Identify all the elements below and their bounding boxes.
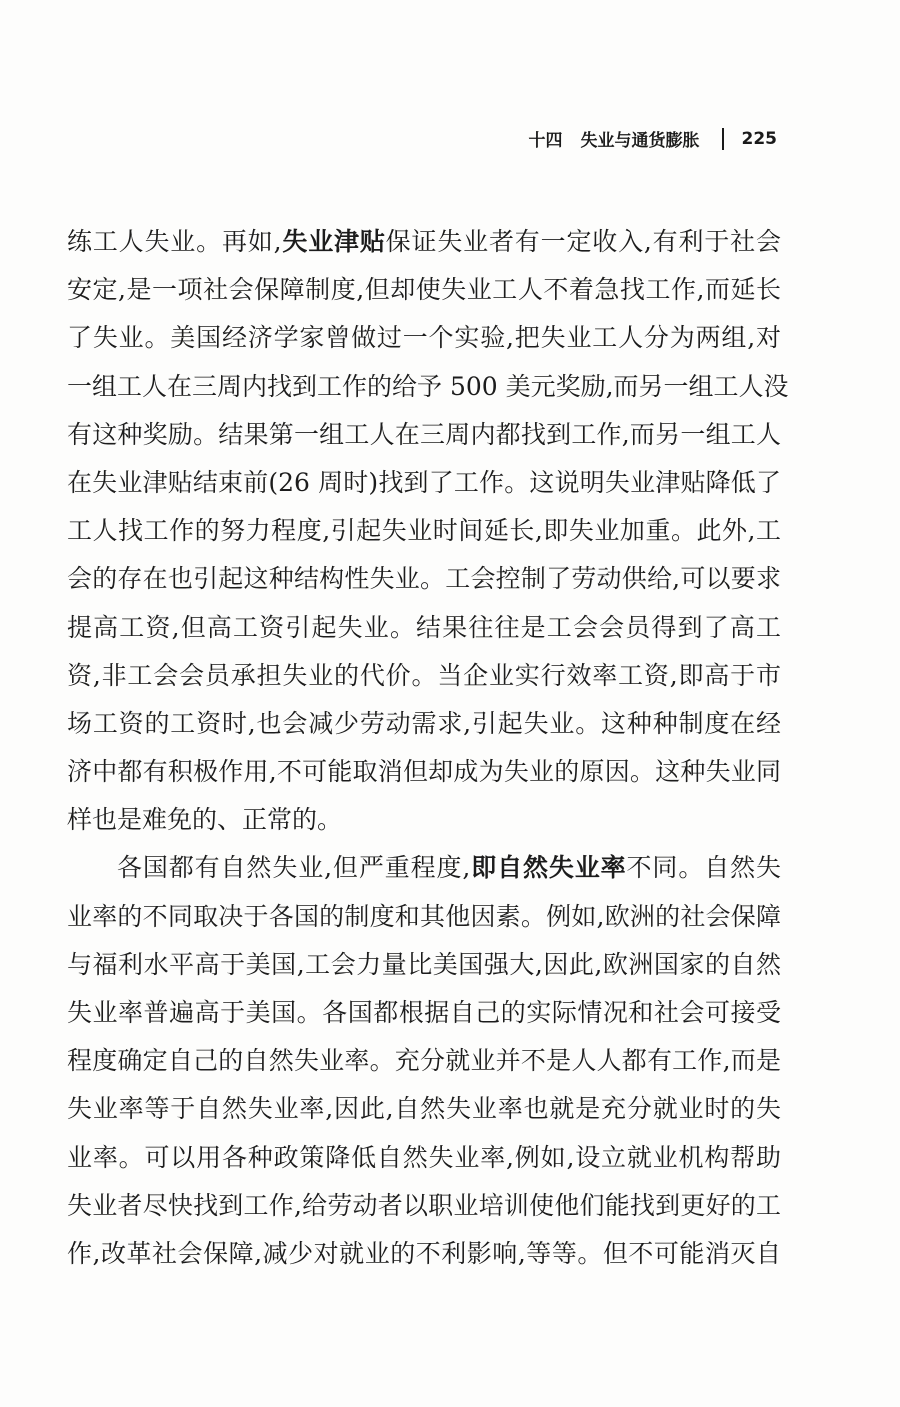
- text-segment: 练工人失业。再如,: [67, 227, 282, 256]
- text-segment: 在失业津贴结束前(26 周时)找到了工作。这说明失业津贴降低了: [67, 467, 781, 497]
- running-header: [529, 126, 778, 151]
- text-segment: 保证失业者有一定收入,有利于社会: [385, 227, 781, 256]
- text-segment: 失业率等于自然失业率,因此,自然失业率也就是充分就业时的失: [67, 1094, 781, 1124]
- text-segment: 业率。可以用各种政策降低自然失业率,例如,设立就业机构帮助: [67, 1142, 781, 1172]
- chapter-title: 失业与通货膨胀: [580, 131, 700, 151]
- text-segment: 了失业。美国经济学家曾做过一个实验,把失业工人分为两组,对: [67, 323, 781, 353]
- text-line: [67, 700, 781, 748]
- header-divider: [722, 128, 724, 150]
- text-line: [67, 314, 781, 362]
- text-line: [67, 893, 781, 941]
- text-line: [67, 459, 781, 507]
- body-text: [67, 218, 789, 1278]
- text-line: [67, 652, 781, 700]
- text-line: [67, 1182, 781, 1230]
- text-line: [67, 604, 781, 652]
- text-segment: 业率的不同取决于各国的制度和其他因素。例如,欧洲的社会保障: [67, 901, 781, 931]
- text-segment: 失业者尽快找到工作,给劳动者以职业培训使他们能找到更好的工: [67, 1190, 781, 1220]
- text-segment: 济中都有积极作用,不可能取消但却成为失业的原因。这种失业同: [67, 757, 781, 787]
- text-segment: 场工资的工资时,也会减少劳动需求,引起失业。这种种制度在经: [67, 708, 781, 738]
- text-line: [67, 363, 789, 411]
- chapter-number: 十四: [528, 131, 563, 151]
- text-line: [67, 989, 781, 1037]
- text-line: [67, 218, 781, 266]
- bold-term: 失业津贴: [281, 227, 386, 256]
- page-number: 225: [741, 128, 777, 149]
- text-segment: 资,非工会会员承担失业的代价。当企业实行效率工资,即高于市: [67, 660, 781, 690]
- text-segment: 工人找工作的努力程度,引起失业时间延长,即失业加重。此外,工: [67, 516, 781, 546]
- text-line: [67, 748, 781, 796]
- text-segment: 不同。自然失: [626, 853, 781, 883]
- text-line: [67, 1037, 781, 1085]
- text-line: [67, 1085, 781, 1133]
- text-line: [67, 941, 781, 989]
- bold-term: 即自然失业率: [470, 853, 627, 883]
- text-line: [67, 266, 781, 314]
- text-segment: 安定,是一项社会保障制度,但却使失业工人不着急找工作,而延长: [67, 275, 781, 305]
- text-line: [67, 1134, 781, 1182]
- text-line: [67, 411, 781, 459]
- text-line: [67, 1230, 781, 1278]
- text-segment: 程度确定自己的自然失业率。充分就业并不是人人都有工作,而是: [67, 1046, 781, 1076]
- text-segment: 提高工资,但高工资引起失业。结果往往是工会会员得到了高工: [67, 612, 781, 642]
- text-line: [67, 555, 781, 603]
- text-segment: 各国都有自然失业,但严重程度,: [117, 853, 471, 883]
- text-segment: 样也是难免的、正常的。: [67, 805, 343, 835]
- text-segment: 失业率普遍高于美国。各国都根据自己的实际情况和社会可接受: [67, 998, 781, 1027]
- text-segment: 作,改革社会保障,减少对就业的不利影响,等等。但不可能消灭自: [67, 1238, 781, 1268]
- text-line: [67, 796, 781, 844]
- text-line: [67, 507, 781, 555]
- text-line: [67, 844, 781, 892]
- text-segment: 会的存在也引起这种结构性失业。工会控制了劳动供给,可以要求: [67, 564, 781, 594]
- text-segment: 与福利水平高于美国,工会力量比美国强大,因此,欧洲国家的自然: [67, 949, 781, 979]
- text-segment: 一组工人在三周内找到工作的给予 500 美元奖励,而另一组工人没: [67, 371, 789, 401]
- text-segment: 有这种奖励。结果第一组工人在三周内都找到工作,而另一组工人: [67, 419, 781, 449]
